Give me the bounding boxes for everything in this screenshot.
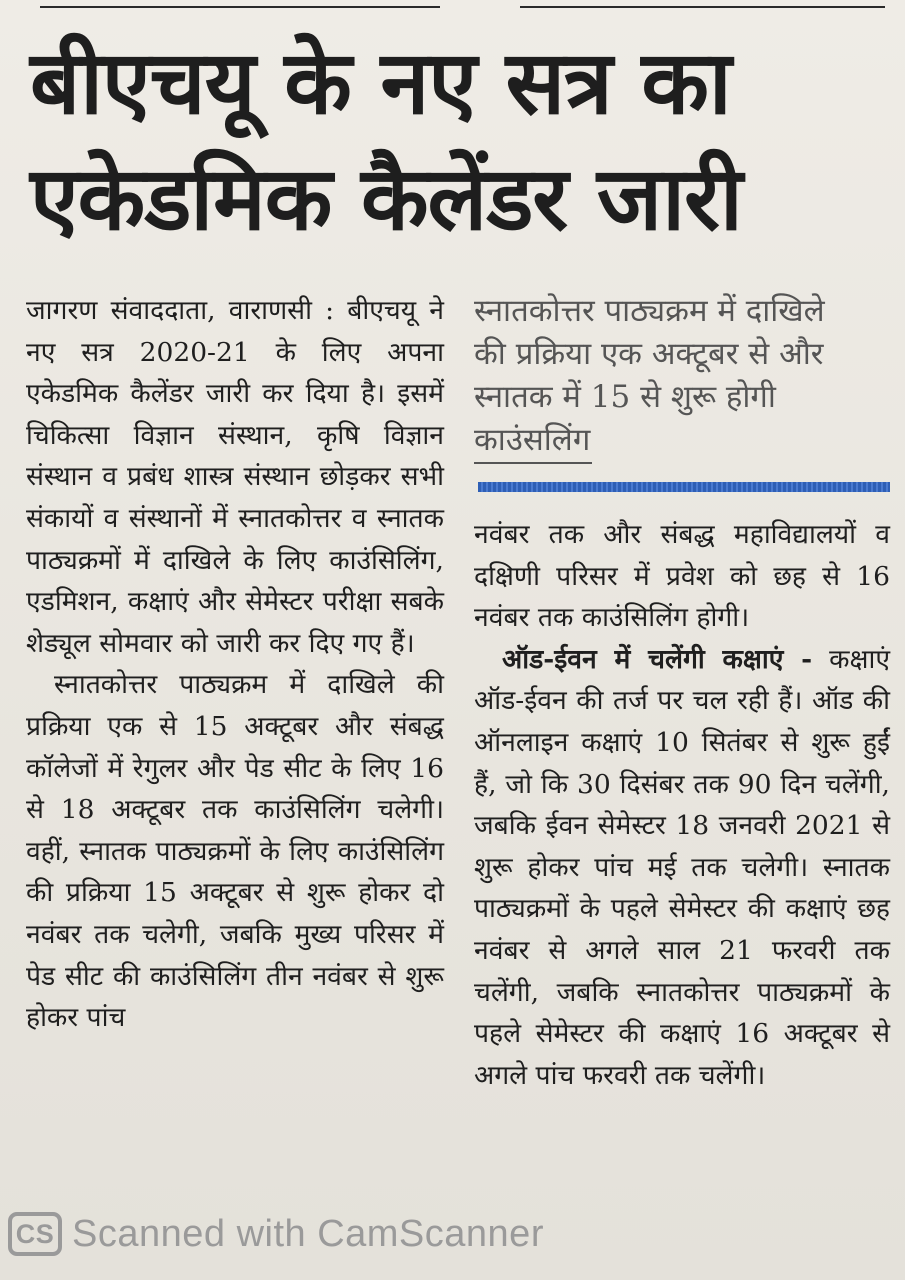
camscanner-logo-icon: CS	[8, 1212, 62, 1256]
sub-headline-line-4: काउंसलिंग	[474, 419, 592, 464]
headline	[30, 25, 890, 257]
article-paragraph-3: नवंबर तक और संबद्ध महाविद्यालयों व दक्षिणी परिसर में प्रवेश को छह से 16 नवंबर तक काउंसिलिंग होगी।	[474, 519, 890, 634]
blue-divider	[478, 482, 890, 492]
article-left-column	[26, 290, 444, 1039]
article-right-column	[474, 290, 890, 1096]
sub-headline-line-2: की प्रक्रिया एक अक्टूबर से और	[474, 336, 824, 372]
headline-line-1: बीएचयू के नए सत्र का	[30, 31, 731, 134]
top-border-rule	[40, 0, 885, 8]
watermark-text: Scanned with CamScanner	[72, 1212, 544, 1255]
sub-headline-line-1: स्नातकोत्तर पाठ्यक्रम में दाखिले	[474, 293, 825, 329]
top-rule-gap	[440, 0, 520, 8]
headline-line-2: एकेडमिक कैलेंडर जारी	[30, 147, 742, 250]
article-paragraph-2: स्नातकोत्तर पाठ्यक्रम में दाखिले की प्रक्रिया एक से 15 अक्टूबर और संबद्ध कॉलेजों में रेगुलर और पेड सीट के लिए 16 से 18 अक्टूबर तक काउंसिलिंग चलेगी। वहीं, स्नातक पाठ्यक्रमों के लिए काउंसिलिंग की प्रक्रिया 15 अक्टूबर से शुरू होकर दो नवंबर तक चलेगी, जबकि मुख्य परिसर में पेड सीट की काउंसिलिंग तीन नवंबर से शुरू होकर पांच	[26, 669, 444, 1034]
sub-headline	[474, 290, 890, 464]
article-paragraph-1: जागरण संवाददाता, वाराणसी : बीएचयू ने नए सत्र 2020-21 के लिए अपना एकेडमिक कैलेंडर जारी कर दिया है। इसमें चिकित्सा विज्ञान संस्थान, कृषि विज्ञान संस्थान व प्रबंध शास्त्र संस्थान छोड़कर सभी संकायों व संस्थानों में स्नातकोत्तर व स्नातक पाठ्यक्रमों में दाखिले के लिए काउंसिलिंग, एडमिशन, कक्षाएं और सेमेस्टर परीक्षा सबके शेड्यूल सोमवार को जारी कर दिए गए हैं।	[26, 295, 444, 659]
section-run-in-heading: ऑड-ईवन में चलेंगी कक्षाएं -	[502, 643, 813, 675]
sub-headline-line-3: स्नातक में 15 से शुरू होगी	[474, 379, 776, 415]
article-paragraph-4-body: कक्षाएं ऑड-ईवन की तर्ज पर चल रही हैं। ऑड की ऑनलाइन कक्षाएं 10 सितंबर से शुरू हुईं हैं, जो कि 30 दिसंबर तक 90 दिन चलेंगी, जबकि ईवन सेमेस्टर 18 जनवरी 2021 से शुरू होकर पांच मई तक चलेगी। स्नातक पाठ्यक्रमों के पहले सेमेस्टर की कक्षाएं छह नवंबर से अगले साल 21 फरवरी तक चलेंगी, जबकि स्नातकोत्तर पाठ्यक्रमों के पहले सेमेस्टर की कक्षाएं 16 अक्टूबर से अगले पांच फरवरी तक चलेंगी।	[474, 643, 891, 1091]
camscanner-watermark	[8, 1212, 544, 1256]
article-paragraph-4	[474, 639, 890, 1097]
